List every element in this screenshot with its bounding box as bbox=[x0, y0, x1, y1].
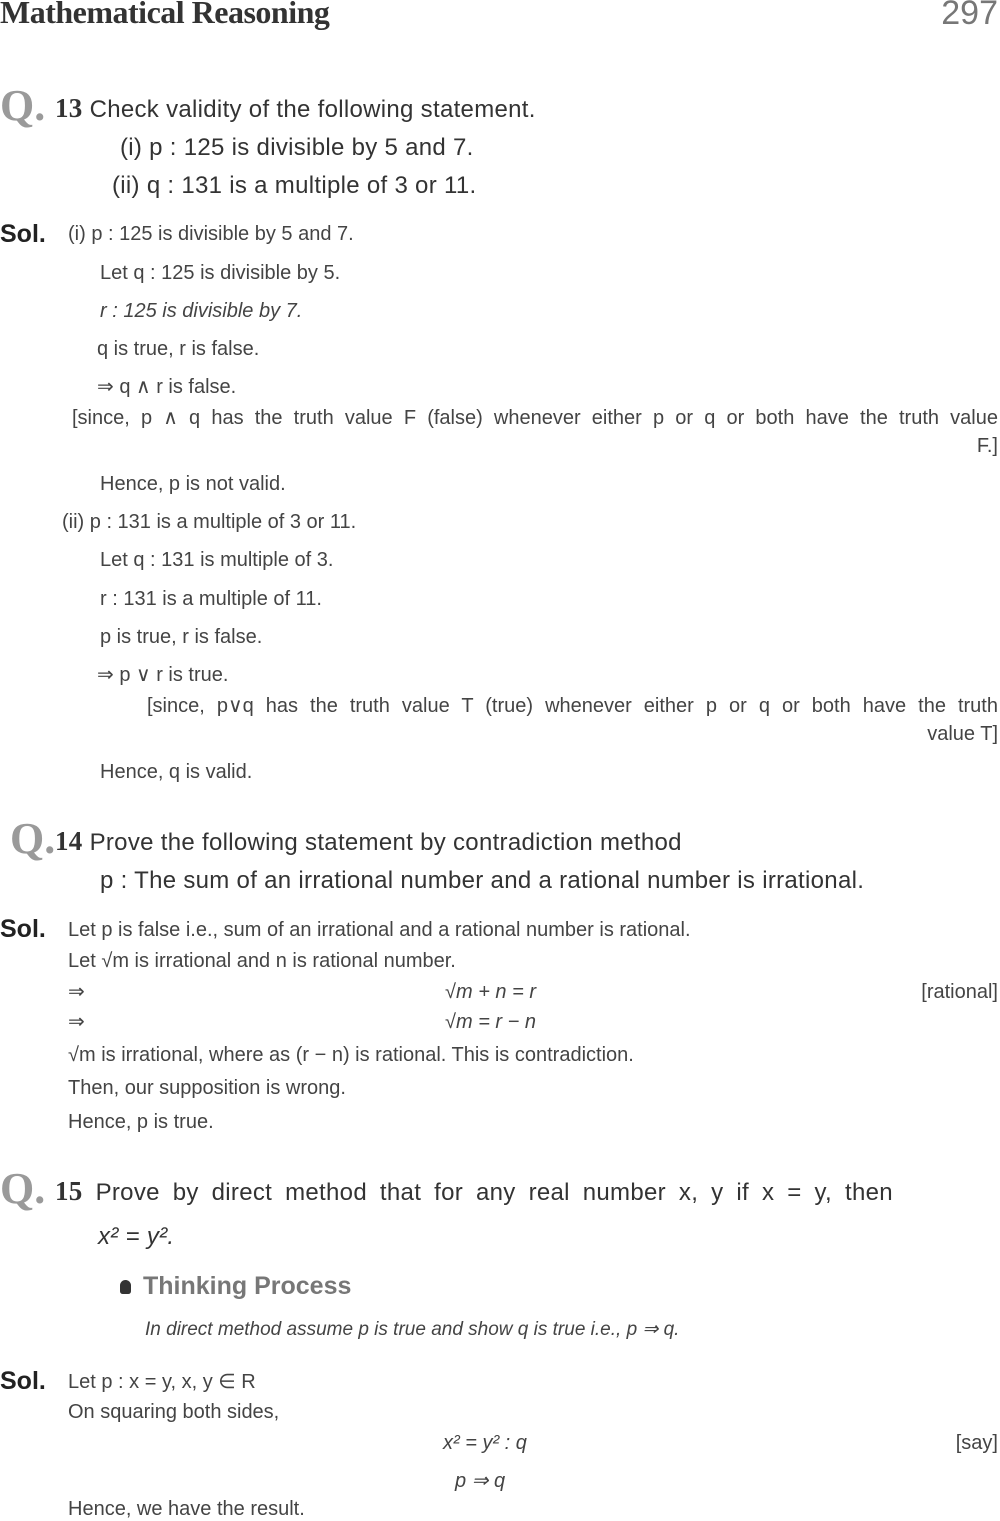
solution-line: p is true, r is false. bbox=[100, 626, 263, 648]
solution-line: Let q : 125 is divisible by 5. bbox=[100, 262, 341, 284]
solution-line: (i) p : 125 is divisible by 5 and 7. bbox=[68, 223, 354, 245]
implies-symbol: ⇒ bbox=[68, 1011, 85, 1033]
solution-line: (ii) p : 131 is a multiple of 3 or 11. bbox=[62, 511, 357, 533]
question-14 bbox=[55, 826, 682, 858]
equation: √m + n = r bbox=[445, 981, 537, 1003]
question-part-ii: (ii) q : 131 is a multiple of 3 or 11. bbox=[112, 172, 477, 199]
solution-line: r : 131 is a multiple of 11. bbox=[100, 588, 322, 610]
thinking-process-heading bbox=[120, 1272, 351, 1301]
question-text: Prove by direct method that for any real number x, y if x = y, then bbox=[95, 1179, 893, 1206]
equation: x² = y² : q bbox=[443, 1432, 527, 1454]
solution-line: √m is irrational, where as (r − n) is rational. This is contradiction. bbox=[68, 1044, 634, 1066]
solution-line: q is true, r is false. bbox=[97, 338, 260, 360]
question-number: 15 bbox=[55, 1176, 83, 1206]
solution-note: [since, p∨q has the truth value T (true) whenever either p or q or both have the truth bbox=[147, 695, 998, 717]
solution-line: Hence, q is valid. bbox=[100, 761, 253, 783]
question-number: 13 bbox=[55, 93, 83, 123]
solution-label: Sol. bbox=[0, 220, 46, 248]
question-marker: Q. bbox=[0, 1164, 46, 1213]
solution-line: On squaring both sides, bbox=[68, 1401, 280, 1423]
implies-symbol: ⇒ bbox=[68, 981, 85, 1003]
thinking-process-text: In direct method assume p is true and show q is true i.e., p ⇒ q. bbox=[145, 1319, 680, 1340]
solution-label: Sol. bbox=[0, 1367, 46, 1395]
question-number: 14 bbox=[55, 826, 83, 856]
question-text: Check validity of the following statement. bbox=[89, 96, 536, 123]
equation: √m = r − n bbox=[445, 1011, 537, 1033]
solution-line: Hence, p is not valid. bbox=[100, 473, 286, 495]
solution-line: Let q : 131 is multiple of 3. bbox=[100, 549, 334, 571]
solution-line: Hence, p is true. bbox=[68, 1111, 214, 1133]
lightbulb-icon bbox=[120, 1280, 131, 1294]
solution-note-end: value T] bbox=[927, 723, 998, 745]
page-header-title: Mathematical Reasoning bbox=[0, 0, 330, 30]
solution-line: Let p : x = y, x, y ∈ R bbox=[68, 1371, 256, 1393]
thinking-process-title: Thinking Process bbox=[143, 1272, 352, 1300]
question-equation: x² = y². bbox=[98, 1223, 175, 1250]
question-text: Prove the following statement by contradiction method bbox=[89, 829, 682, 856]
solution-line: ⇒ p ∨ r is true. bbox=[97, 664, 229, 686]
solution-line: Let p is false i.e., sum of an irrational and a rational number is rational. bbox=[68, 919, 691, 941]
question-marker: Q. bbox=[0, 81, 46, 130]
question-part-i: (i) p : 125 is divisible by 5 and 7. bbox=[120, 134, 474, 161]
solution-label: Sol. bbox=[0, 915, 46, 943]
equation: p ⇒ q bbox=[455, 1470, 506, 1492]
solution-line: r : 125 is divisible by 7. bbox=[100, 300, 303, 322]
equation-note: [rational] bbox=[921, 981, 998, 1003]
equation-note: [say] bbox=[955, 1432, 998, 1454]
question-statement: p : The sum of an irrational number and a rational number is irrational. bbox=[100, 867, 865, 894]
solution-line: Hence, we have the result. bbox=[68, 1498, 305, 1520]
solution-note-end: F.] bbox=[976, 435, 998, 457]
question-13 bbox=[55, 93, 536, 125]
page-number: 297 bbox=[941, 0, 998, 32]
solution-line: Then, our supposition is wrong. bbox=[68, 1077, 346, 1099]
question-15 bbox=[55, 1176, 998, 1208]
solution-line: ⇒ q ∧ r is false. bbox=[97, 376, 237, 398]
solution-note: [since, p ∧ q has the truth value F (false) whenever either p or q or both have the truth value bbox=[72, 407, 998, 429]
question-marker: Q. bbox=[10, 814, 56, 863]
solution-line: Let √m is irrational and n is rational number. bbox=[68, 950, 456, 972]
